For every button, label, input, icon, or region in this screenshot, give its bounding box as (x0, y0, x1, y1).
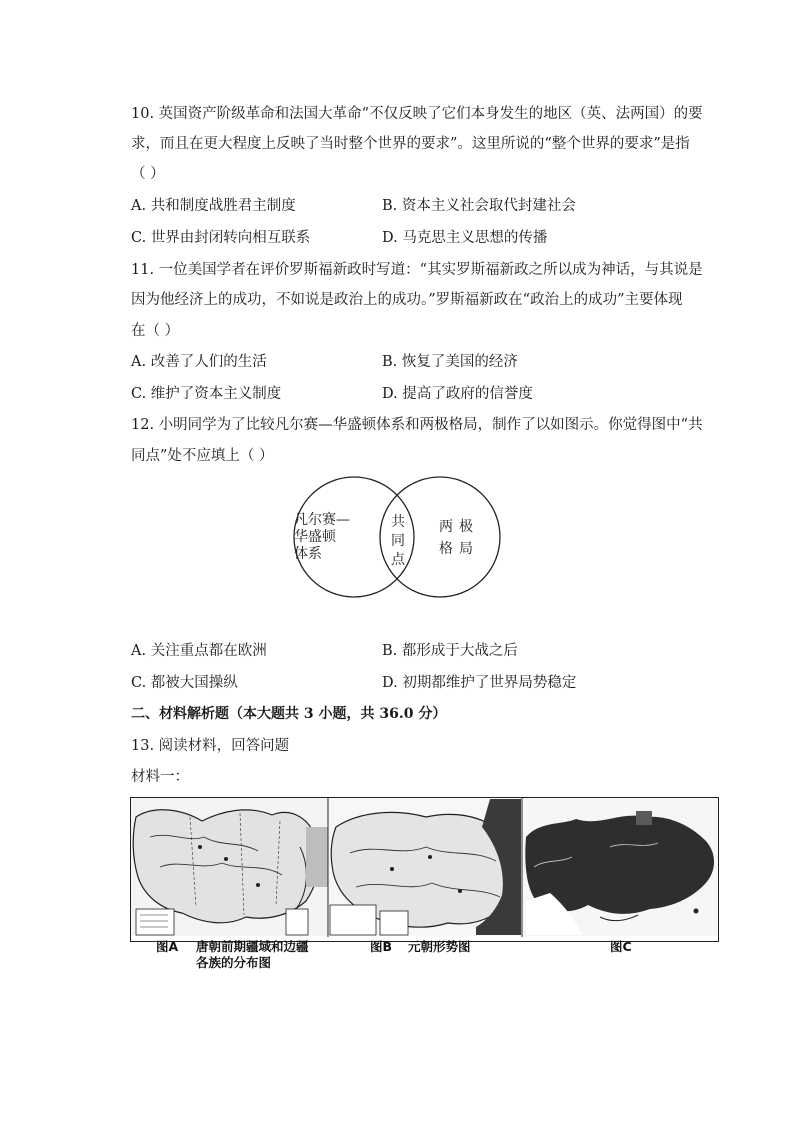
q12-option-c: C. 都被大国操纵 (131, 675, 238, 691)
q10-line-2: 求，而且在更大程度上反映了当时整个世界的要求”。这里所说的“整个世界的要求”是指 (131, 136, 690, 152)
map-b-caption: 元朝形势图 (408, 939, 471, 954)
map-a-tang-territory (131, 798, 328, 936)
map-a-caption-line-2: 各族的分布图 (196, 955, 272, 970)
venn-left-line-2: 华盛顿 (294, 529, 336, 545)
q12-option-d: D. 初期都维护了世界局势稳定 (382, 675, 577, 691)
q10-option-c: C. 世界由封闭转向相互联系 (131, 230, 311, 246)
map-b-yuan-situation (329, 798, 521, 936)
map-a-caption-line-1: 唐朝前期疆域和边疆 (196, 939, 309, 954)
q10-line-1: 10. 英国资产阶级革命和法国大革命“不仅反映了它们本身发生的地区（英、法两国）的要 (131, 106, 703, 122)
venn-right-line-1: 两极 (439, 519, 479, 535)
q11-option-d: D. 提高了政府的信誉度 (382, 386, 533, 402)
q10-option-b: B. 资本主义社会取代封建社会 (382, 198, 576, 214)
q12-line-2: 同点”处不应填上（ ） (131, 448, 274, 464)
q11-option-a: A. 改善了人们的生活 (131, 354, 267, 370)
map-c-label: 图C (610, 939, 632, 954)
q10-line-3: （ ） (131, 166, 165, 182)
q11-option-b: B. 恢复了美国的经济 (382, 354, 518, 370)
q12-line-1: 12. 小明同学为了比较凡尔赛—华盛顿体系和两极格局，制作了以如图示。你觉得图中“共 (131, 417, 703, 433)
q10-option-d: D. 马克思主义思想的传播 (382, 230, 548, 246)
venn-diagram (286, 474, 508, 606)
venn-middle-line-3: 点 (391, 552, 405, 568)
q11-line-2: 因为他经济上的成功，不如说是政治上的成功。”罗斯福新政在“政治上的成功”主要体现 (131, 292, 683, 308)
historical-maps-figure (130, 797, 719, 970)
venn-middle-line-1: 共 (391, 514, 405, 530)
venn-left-line-1: 凡尔赛— (294, 512, 350, 528)
map-a-label: 图A (156, 939, 179, 954)
venn-middle-line-2: 同 (391, 533, 405, 549)
q10-option-a: A. 共和制度战胜君主制度 (131, 198, 296, 214)
q12-option-b: B. 都形成于大战之后 (382, 643, 518, 659)
q11-line-1: 11. 一位美国学者在评价罗斯福新政时写道：“其实罗斯福新政之所以成为神话，与其说是 (131, 262, 703, 278)
q13-title: 13. 阅读材料，回答问题 (131, 738, 290, 754)
q11-option-c: C. 维护了资本主义制度 (131, 386, 282, 402)
q13-material-1-label: 材料一： (131, 769, 189, 785)
q12-option-a: A. 关注重点都在欧洲 (131, 643, 267, 659)
q11-line-3: 在（ ） (131, 323, 180, 339)
map-b-label: 图B (370, 939, 393, 954)
section-2-heading: 二、材料解析题（本大题共 3 小题，共 36.0 分） (131, 706, 447, 722)
venn-right-line-2: 格局 (439, 541, 479, 557)
map-c-territory (523, 798, 718, 936)
venn-left-line-3: 体系 (294, 546, 322, 562)
